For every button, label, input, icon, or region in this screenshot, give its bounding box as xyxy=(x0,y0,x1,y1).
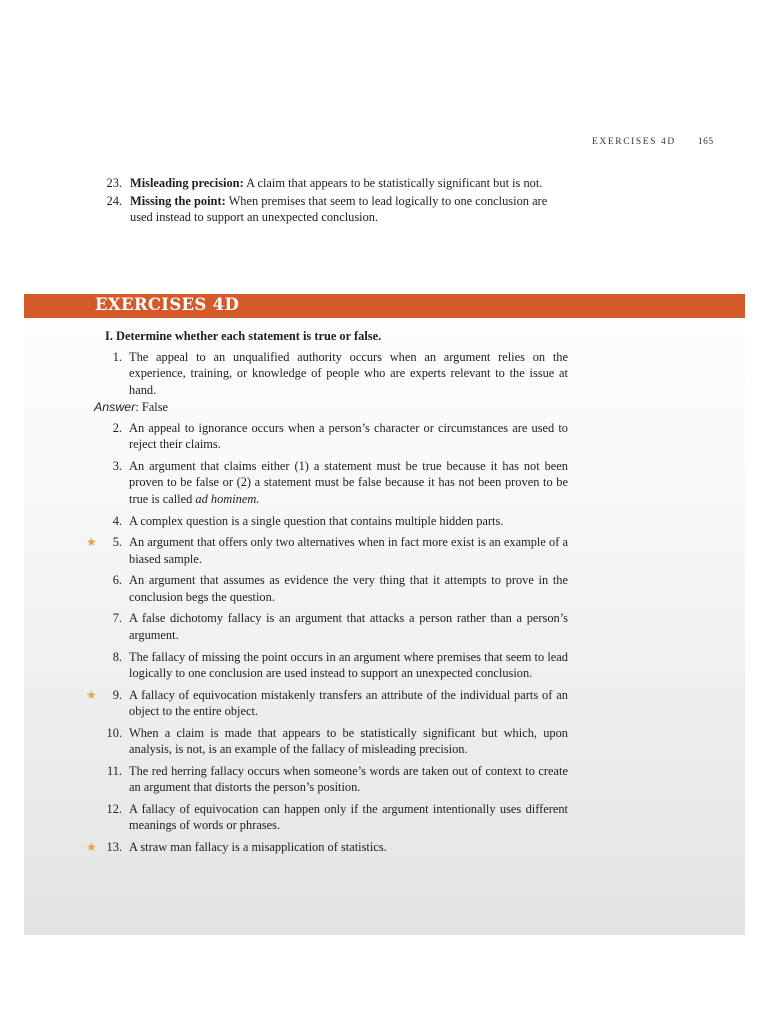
running-title: EXERCISES 4D xyxy=(592,137,676,147)
answer-line xyxy=(94,399,568,415)
star-icon: ★ xyxy=(86,535,97,550)
item-text: A straw man fallacy is a misapplication of statistics. xyxy=(129,840,387,855)
definition-item xyxy=(100,175,570,191)
item-text: When a claim is made that appears to be statistically significant but which, upon analysis, is not, is an example of the fallacy of misleading precision. xyxy=(129,725,568,757)
definition-text: A claim that appears to be statistically significant but is not. xyxy=(243,176,543,190)
exercise-item xyxy=(82,725,568,758)
item-number: 13. xyxy=(106,840,122,855)
exercise-item xyxy=(82,458,568,507)
exercises-banner xyxy=(24,294,745,318)
exercise-item xyxy=(82,349,568,398)
definition-list xyxy=(100,175,570,227)
item-text: The appeal to an unqualified authority occurs when an argument relies on the experience, training, or knowledge of people who are experts relevant to the issue at hand. xyxy=(129,350,568,397)
star-icon: ★ xyxy=(86,687,97,702)
section-heading: I. Determine whether each statement is true or false. xyxy=(105,329,382,343)
exercise-item xyxy=(82,763,568,796)
exercises-title: EXERCISES 4D xyxy=(95,295,240,314)
exercise-item xyxy=(82,420,568,453)
item-text: The fallacy of missing the point occurs in an argument where premises that seem to lead logically to one conclusion are used instead to support an unexpected conclusion. xyxy=(129,649,568,680)
exercise-item xyxy=(82,513,568,529)
item-number: 5. xyxy=(112,535,122,550)
definition-item xyxy=(100,193,570,226)
exercise-item xyxy=(82,572,568,605)
item-number: 6. xyxy=(112,573,122,588)
item-text: A false dichotomy fallacy is an argument that attacks a person rather than a person’s argument. xyxy=(129,611,568,642)
exercise-list xyxy=(82,349,568,861)
page-number: 165 xyxy=(697,137,714,147)
item-number: 10. xyxy=(106,725,122,740)
item-number: 8. xyxy=(112,649,122,664)
item-text: A fallacy of equivocation mistakenly transfers an attribute of the individual parts of an object to the entire object. xyxy=(129,687,568,719)
item-number: 7. xyxy=(112,611,122,626)
item-number: 4. xyxy=(112,513,122,528)
exercise-item xyxy=(82,801,568,834)
italic-term: ad hominem. xyxy=(195,491,260,506)
answer-value: : False xyxy=(135,399,169,414)
star-icon: ★ xyxy=(86,840,97,855)
item-number: 23. xyxy=(106,176,122,190)
item-text: An argument that assumes as evidence the very thing that it attempts to prove in the conclusion begs the question. xyxy=(129,573,568,604)
item-number: 3. xyxy=(112,459,122,474)
exercise-item xyxy=(82,534,568,567)
item-number: 12. xyxy=(106,802,122,817)
item-number: 1. xyxy=(112,350,122,364)
item-text: An argument that offers only two alternatives when in fact more exist is an example of a biased sample. xyxy=(129,535,568,566)
item-number: 9. xyxy=(112,687,122,702)
running-head xyxy=(592,137,714,147)
item-number: 2. xyxy=(112,420,122,435)
term: Missing the point: xyxy=(130,193,226,208)
item-text: A fallacy of equivocation can happen only if the argument intentionally uses different meanings of words or phrases. xyxy=(129,802,568,833)
term: Misleading precision: xyxy=(130,176,244,190)
exercise-item xyxy=(82,649,568,682)
answer-label: Answer xyxy=(94,399,136,414)
item-text: A complex question is a single question that contains multiple hidden parts. xyxy=(129,513,504,528)
item-text: The red herring fallacy occurs when someone’s words are taken out of context to create an argument that distorts the person’s position. xyxy=(129,763,568,795)
item-number: 11. xyxy=(106,763,122,778)
item-text: An argument that claims either (1) a statement must be true because it has not been proven to be false or (2) a statement must be false because it has not been proven to be true is called ad hominem. xyxy=(129,459,568,506)
definition-text: When premises that seem to lead logically to one conclusion are used instead to support an unexpected conclusion. xyxy=(130,193,548,225)
exercise-item xyxy=(82,687,568,720)
item-number: 24. xyxy=(106,193,122,208)
item-text: An appeal to ignorance occurs when a person’s character or circumstances are used to reject their claims. xyxy=(129,420,568,452)
exercise-item xyxy=(82,610,568,643)
exercise-item xyxy=(82,839,568,855)
